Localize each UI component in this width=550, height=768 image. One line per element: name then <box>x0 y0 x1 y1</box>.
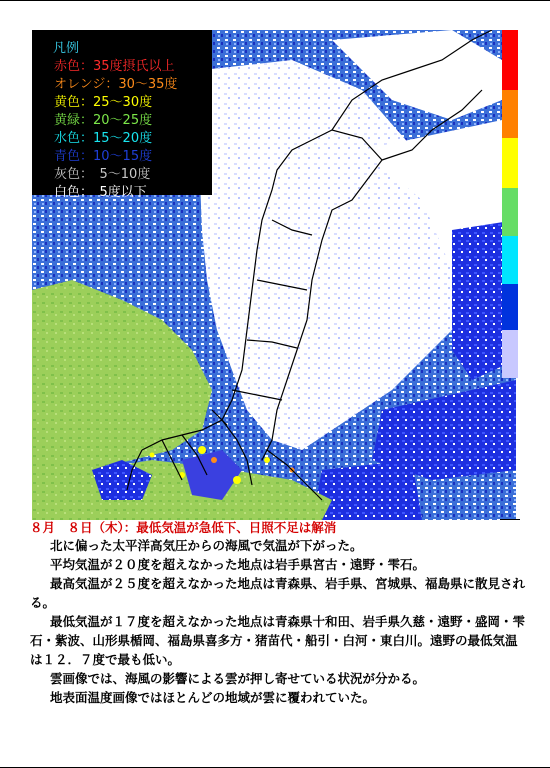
caption-line-4: 最低気温が１７度を超えなかった地点は青森県十和田、岩手県久慈・遠野・盛岡・雫石・紫波、山形県楯岡、福島県喜多方・猪苗代・船引・白河・東白川。遠野の最低気温は１２．７度で最も低い。 <box>30 614 526 667</box>
caption-line-2: 平均気温が２０度を超えなかった地点は岩手県宮古・遠野・雫石。 <box>50 557 426 572</box>
colorbar-cell-lavender <box>502 330 518 378</box>
legend-title: 凡例 <box>53 41 80 56</box>
colorbar-cell-green <box>502 188 518 236</box>
caption-line-5: 雲画像では、海風の影響による雲が押し寄せている状況が分かる。 <box>50 671 426 686</box>
legend-item-lightblue: 水色：15～20度 <box>54 131 153 146</box>
colorbar-cell-red <box>502 30 518 90</box>
colorbar-cell-cyan <box>502 236 518 284</box>
map-legend <box>32 30 212 200</box>
caption-line-1: 北に偏った太平洋高気圧からの海風で気温が下がった。 <box>50 538 363 553</box>
caption-line-6: 地表面温度画像ではほとんどの地域が雲に覆われていた。 <box>50 690 376 705</box>
colorbar-cell-orange <box>502 90 518 138</box>
colorbar-cell-yellow <box>502 138 518 188</box>
legend-item-orange: オレンジ：30～35度 <box>54 77 178 92</box>
legend-item-white: 白色： 5度以下 <box>54 185 147 200</box>
colorbar-cell-blue <box>502 284 518 330</box>
legend-item-gray: 灰色： 5～10度 <box>54 167 151 182</box>
caption-block <box>30 519 525 707</box>
caption-heading: ８月 ８日（木）：最低気温が急低下、日照不足は解消 <box>30 520 337 535</box>
legend-item-yellowgreen: 黄緑：20～25度 <box>54 113 153 128</box>
legend-item-blue: 青色：10～15度 <box>54 149 153 164</box>
caption-line-3: 最高気温が２５度を超えなかった地点は青森県、岩手県、宮城県、福島県に散見される。 <box>30 576 526 610</box>
legend-item-red: 赤色：35度摂氏以上 <box>54 59 175 74</box>
legend-item-yellow: 黄色：25～30度 <box>54 95 153 110</box>
temperature-colorbar <box>502 30 518 378</box>
